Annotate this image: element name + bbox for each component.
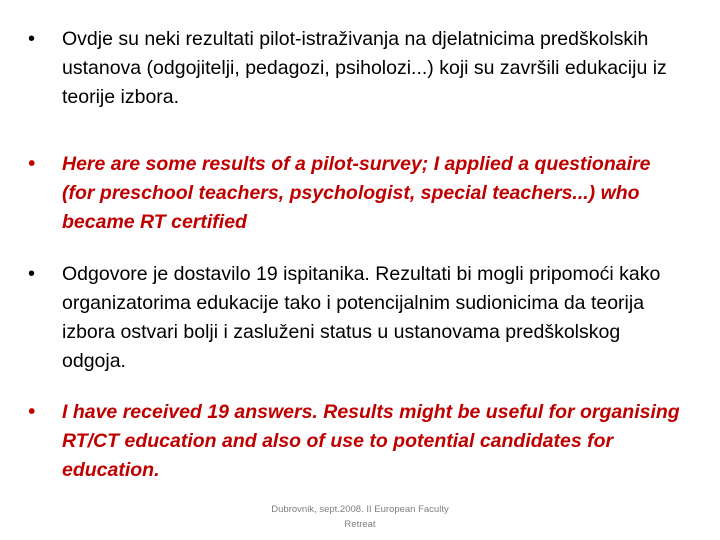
bullet-dot-icon: • [28, 28, 36, 50]
bullet-dot-icon: • [28, 153, 36, 175]
bullet-text: Odgovore je dostavilo 19 ispitanika. Rezultati bi mogli pripomoći kako organizatorima edukacije tako i potencijalnim sudionicima da teorija izbora ostvari bolji i zasluženi status u ustanovama predškolskog odgoja. [62, 263, 661, 372]
bullet-dot-icon: • [28, 401, 36, 423]
bullet-item-croatian-results [28, 260, 688, 376]
bullet-text: I have received 19 answers. Results might be useful for organising RT/CT education and also of use to potential candidates for education. [62, 401, 680, 481]
bullet-item-english-intro [28, 150, 688, 237]
footer-line-2: Retreat [344, 519, 376, 530]
slide-footer [240, 502, 480, 532]
bullet-dot-icon: • [28, 263, 36, 285]
bullet-item-english-results [28, 398, 688, 485]
bullet-text: Here are some results of a pilot-survey; I applied a questionaire (for preschool teachers, psychologist, special teachers...) who became RT certified [62, 153, 651, 233]
footer-line-1: Dubrovnik, sept.2008. II European Faculty [271, 504, 449, 515]
bullet-item-croatian-intro [28, 25, 688, 112]
bullet-text: Ovdje su neki rezultati pilot-istraživanja na djelatnicima predškolskih ustanova (odgojitelji, pedagozi, psiholozi...) koji su završili edukaciju iz teorije izbora. [62, 28, 667, 108]
